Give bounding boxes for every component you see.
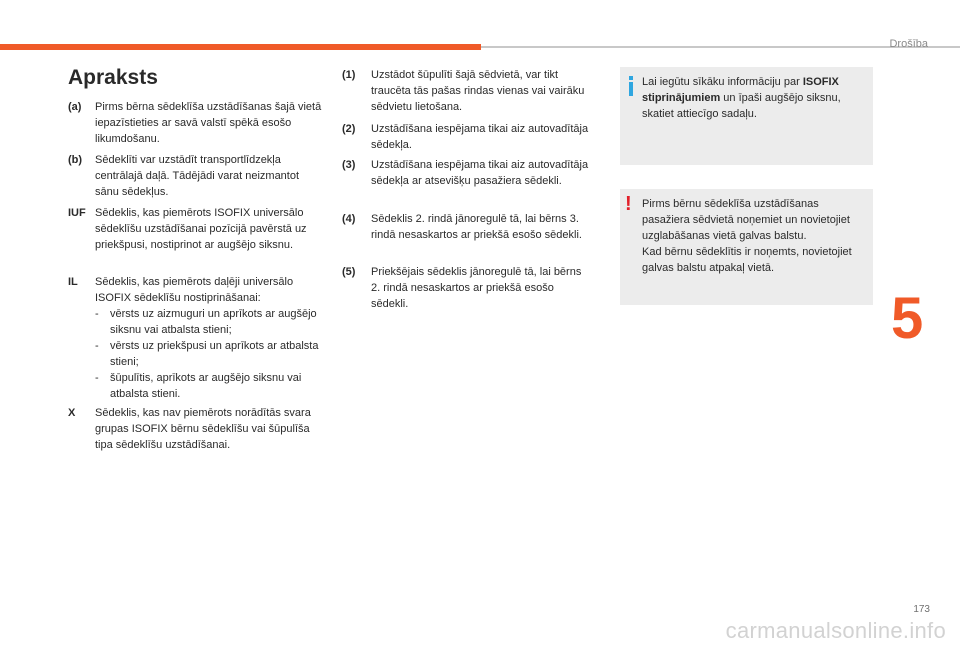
legend-text: Sēdeklis, kas piemērots ISOFIX universālo sēdeklīšu uzstādīšanai pozīcijā pavērstā uz priekšpusi, nostiprinot ar augšējo siksnu. — [95, 207, 307, 251]
warning-line-2: Kad bērnu sēdeklītis ir noņemts, novietojiet galvas balstu atpakaļ vietā. — [642, 246, 852, 274]
legend-text: Sēdeklis, kas nav piemērots norādītās svara grupas ISOFIX bērnu sēdeklīšu vai šūpulīša tipa sēdeklīšu uzstādīšanai. — [95, 407, 311, 451]
note-text: Uzstādot šūpulīti šajā sēdvietā, var tikt traucēta tās pašas rindas vienas vai vairāku sēdvietu lietošana. — [371, 69, 585, 113]
bullet-dash: - — [95, 372, 99, 384]
bullet-text: šūpulītis, aprīkots ar augšējo siksnu vai atbalsta stieni. — [110, 372, 302, 400]
legend-item-a — [68, 99, 322, 147]
note-3 — [342, 157, 590, 189]
legend-key: (b) — [68, 154, 83, 166]
note-key: (4) — [342, 213, 356, 225]
note-2 — [342, 121, 590, 153]
warning-text — [642, 196, 865, 276]
legend-key: IL — [68, 276, 78, 288]
page-heading: Apraksts — [68, 66, 158, 89]
warning-icon: ! — [625, 193, 632, 215]
note-key: (2) — [342, 123, 356, 135]
note-key: (3) — [342, 159, 356, 171]
watermark: carmanualsonline.info — [725, 618, 946, 643]
bullet-text: vērsts uz priekšpusi un aprīkots ar atbalsta stieni; — [110, 340, 319, 368]
legend-text: Sēdeklis, kas piemērots daļēji universālo ISOFIX sēdeklīšu nostiprināšanai: — [95, 276, 294, 304]
legend-key: X — [68, 407, 76, 419]
bullet-dash: - — [95, 340, 99, 352]
note-text: Uzstādīšana iespējama tikai aiz autovadītāja sēdekļa ar atsevišķu pasažiera sēdekli. — [371, 159, 589, 187]
legend-item-x — [68, 405, 322, 453]
note-5 — [342, 264, 590, 312]
warning-line-1: Pirms bērnu sēdeklīša uzstādīšanas pasažiera sēdvietā noņemiet un novietojiet uzglabāšanas vietā galvas balstu. — [642, 198, 850, 242]
section-title: Drošība — [889, 38, 928, 50]
note-text: Sēdeklis 2. rindā jānoregulē tā, lai bērns 3. rindā nesaskartos ar priekšā esošo sēdekli. — [371, 213, 582, 241]
header-accent-bar — [0, 44, 481, 50]
legend-key: IUF — [68, 207, 86, 219]
legend-bullet — [95, 338, 322, 370]
note-text: Uzstādīšana iespējama tikai aiz autovadītāja sēdekļa. — [371, 123, 589, 151]
legend-item-b — [68, 152, 322, 200]
info-icon — [626, 76, 636, 96]
header-rule — [481, 46, 960, 48]
bullet-text: vērsts uz aizmuguri un aprīkots ar augšējo siksnu vai atbalsta stieni; — [110, 308, 317, 336]
isofix-link-text: ISOFIX stiprinājumiem — [642, 76, 839, 104]
note-key: (1) — [342, 69, 356, 81]
note-4 — [342, 211, 590, 243]
legend-text: Pirms bērna sēdeklīša uzstādīšanas šajā vietā iepazīstieties ar savā valstī spēkā esošo likumdošanu. — [95, 101, 322, 145]
legend-bullet — [95, 370, 322, 402]
legend-key: (a) — [68, 101, 82, 113]
info-text: Lai iegūtu sīkāku informāciju par ISOFIX stiprinājumiem un īpaši augšējo siksnu, skatiet attiecīgo sadaļu. — [642, 76, 841, 120]
page-number: 173 — [913, 604, 930, 615]
warning-box — [620, 189, 873, 305]
note-text: Priekšējais sēdeklis jānoregulē tā, lai bērns 2. rindā nesaskartos ar priekšā esošo sēdekli. — [371, 266, 582, 310]
note-key: (5) — [342, 266, 356, 278]
legend-bullet — [95, 306, 322, 338]
legend-item-iuf — [68, 205, 322, 253]
note-1 — [342, 67, 590, 115]
legend-item-il — [68, 274, 322, 402]
chapter-number: 5 — [891, 286, 924, 351]
legend-text: Sēdeklīti var uzstādīt transportlīdzekļa centrālajā daļā. Tādējādi varat neizmantot sānu sēdekļus. — [95, 154, 300, 198]
info-box — [620, 67, 873, 165]
bullet-dash: - — [95, 308, 99, 320]
